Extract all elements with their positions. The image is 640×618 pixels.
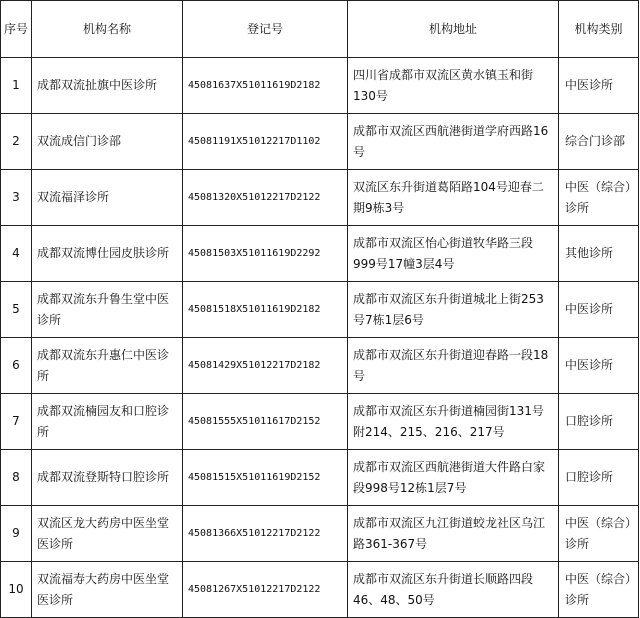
- header-reg: 登记号: [183, 1, 348, 58]
- table-row: [1, 338, 639, 394]
- table-row: [1, 562, 639, 618]
- cell-name: 双流福泽诊所: [32, 170, 183, 226]
- cell-addr: 四川省成都市双流区黄水镇玉和街130号: [348, 58, 559, 114]
- cell-type: 中医（综合）诊所: [559, 562, 639, 618]
- cell-name: 成都双流扯旗中医诊所: [32, 58, 183, 114]
- cell-name: 成都双流博仕园皮肤诊所: [32, 226, 183, 282]
- cell-addr: 成都市双流区东升街道长顺路四段46、48、50号: [348, 562, 559, 618]
- header-addr: 机构地址: [348, 1, 559, 58]
- cell-reg: 45081555X51011617D2152: [183, 394, 348, 450]
- cell-seq: 7: [1, 394, 32, 450]
- cell-name: 双流成信门诊部: [32, 114, 183, 170]
- cell-name: 双流福寿大药房中医坐堂医诊所: [32, 562, 183, 618]
- cell-seq: 1: [1, 58, 32, 114]
- cell-type: 中医诊所: [559, 58, 639, 114]
- table-header: [1, 1, 639, 58]
- cell-type: 口腔诊所: [559, 450, 639, 506]
- cell-seq: 8: [1, 450, 32, 506]
- table-row: [1, 114, 639, 170]
- cell-addr: 成都市双流区东升街道楠园街131号附214、215、216、217号: [348, 394, 559, 450]
- table-row: [1, 394, 639, 450]
- cell-name: 成都双流东升鲁生堂中医诊所: [32, 282, 183, 338]
- cell-reg: 45081515X51011619D2152: [183, 450, 348, 506]
- header-name: 机构名称: [32, 1, 183, 58]
- cell-reg: 45081320X51012217D2122: [183, 170, 348, 226]
- cell-name: 成都双流东升惠仁中医诊所: [32, 338, 183, 394]
- cell-seq: 4: [1, 226, 32, 282]
- cell-type: 中医（综合）诊所: [559, 506, 639, 562]
- cell-reg: 45081366X51012217D2122: [183, 506, 348, 562]
- cell-name: 双流区龙大药房中医坐堂医诊所: [32, 506, 183, 562]
- cell-type: 中医诊所: [559, 282, 639, 338]
- cell-seq: 6: [1, 338, 32, 394]
- table-row: [1, 506, 639, 562]
- cell-addr: 成都市双流区九江街道蛟龙社区乌江路361-367号: [348, 506, 559, 562]
- header-row: [1, 1, 639, 58]
- table-row: [1, 450, 639, 506]
- cell-reg: 45081503X51011619D2292: [183, 226, 348, 282]
- table-row: [1, 282, 639, 338]
- cell-seq: 10: [1, 562, 32, 618]
- cell-reg: 45081518X51011619D2182: [183, 282, 348, 338]
- table-row: [1, 226, 639, 282]
- cell-addr: 双流区东升街道葛陌路104号迎春二期9栋3号: [348, 170, 559, 226]
- cell-reg: 45081429X51012217D2182: [183, 338, 348, 394]
- cell-addr: 成都市双流区西航港街道学府西路16号: [348, 114, 559, 170]
- header-seq: 序号: [1, 1, 32, 58]
- cell-name: 成都双流楠园友和口腔诊所: [32, 394, 183, 450]
- cell-type: 口腔诊所: [559, 394, 639, 450]
- cell-seq: 2: [1, 114, 32, 170]
- cell-name: 成都双流登斯特口腔诊所: [32, 450, 183, 506]
- cell-addr: 成都市双流区怡心街道牧华路三段999号17幢3层4号: [348, 226, 559, 282]
- table-row: [1, 58, 639, 114]
- cell-type: 中医（综合）诊所: [559, 170, 639, 226]
- cell-seq: 3: [1, 170, 32, 226]
- cell-seq: 5: [1, 282, 32, 338]
- table-row: [1, 170, 639, 226]
- table-body: [1, 58, 639, 618]
- cell-reg: 45081267X51012217D2122: [183, 562, 348, 618]
- cell-reg: 45081191X51012217D1102: [183, 114, 348, 170]
- cell-reg: 45081637X51011619D2182: [183, 58, 348, 114]
- cell-addr: 成都市双流区东升街道迎春路一段18号: [348, 338, 559, 394]
- cell-type: 中医诊所: [559, 338, 639, 394]
- cell-addr: 成都市双流区东升街道城北上街253号7栋1层6号: [348, 282, 559, 338]
- header-type: 机构类别: [559, 1, 639, 58]
- cell-seq: 9: [1, 506, 32, 562]
- cell-type: 其他诊所: [559, 226, 639, 282]
- cell-addr: 成都市双流区西航港街道大件路白家段998号12栋1层7号: [348, 450, 559, 506]
- cell-type: 综合门诊部: [559, 114, 639, 170]
